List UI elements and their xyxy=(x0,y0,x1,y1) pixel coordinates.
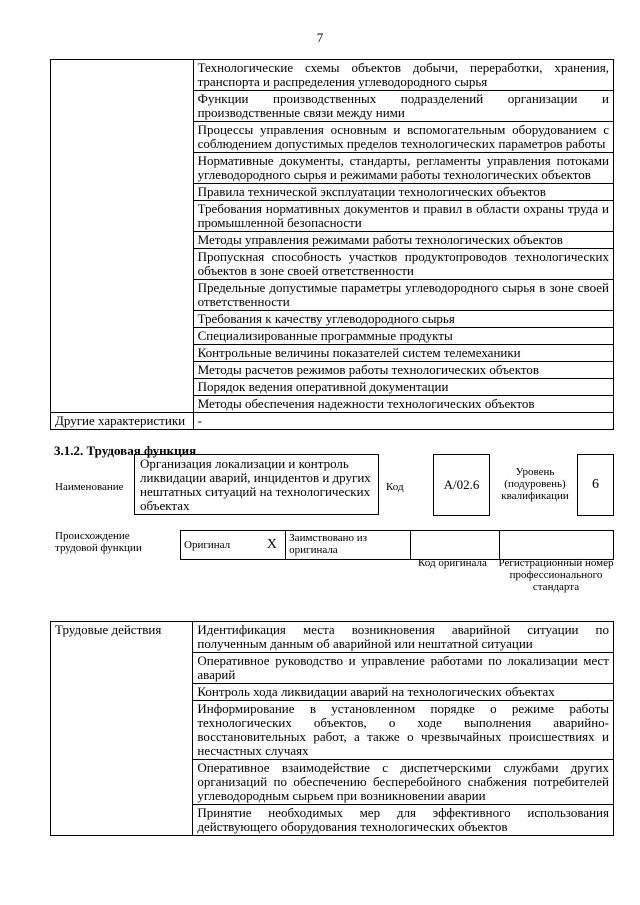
knowledge-item: Предельные допустимые параметры углеводородного сырья в зоне своей ответственности xyxy=(193,280,613,311)
action-item: Оперативное руководство и управление работами по локализации мест аварий xyxy=(193,653,614,684)
reg-number-cell xyxy=(499,531,613,560)
other-characteristics-label: Другие характеристики xyxy=(51,413,194,430)
action-item: Контроль хода ликвидации аварий на технологических объектах xyxy=(193,684,614,701)
code-label: Код xyxy=(386,481,404,493)
code-original-label: Код оригинала xyxy=(418,557,487,569)
empty-label-cell xyxy=(51,60,194,413)
knowledge-item: Функции производственных подразделений организации и производственные связи между ними xyxy=(193,91,613,122)
table-row xyxy=(181,531,614,560)
knowledge-item: Методы обеспечения надежности технологических объектов xyxy=(193,396,613,413)
action-item: Оперативное взаимодействие с диспетчерскими службами других организаций по обеспечению бесперебойного снабжения потребителей углеводородным сырьем при возникновении аварии xyxy=(193,760,614,805)
registration-number-label: Регистрационный номер профессионального стандарта xyxy=(498,557,614,593)
name-label: Наименование xyxy=(55,481,124,493)
knowledge-item: Пропускная способность участков продуктопроводов технологических объектов в зоне своей ответственности xyxy=(193,249,613,280)
knowledge-item: Требования к качеству углеводородного сырья xyxy=(193,311,613,328)
knowledge-item: Специализированные программные продукты xyxy=(193,328,613,345)
labor-actions-table xyxy=(50,621,614,836)
action-item: Принятие необходимых мер для эффективного использования действующего оборудования технологических объектов xyxy=(193,805,614,836)
labor-function-heading: 3.1.2. Трудовая функция xyxy=(54,443,197,458)
knowledge-item: Технологические схемы объектов добычи, переработки, хранения, транспорта и распределения углеводородного сырья xyxy=(193,60,613,91)
function-name-value: Организация локализации и контроль ликвидации аварий, инцидентов и других нештатных ситуаций на технологических объектах xyxy=(134,454,379,515)
borrowed-label: Заимствовано из оригинала xyxy=(286,531,411,560)
knowledge-item: Методы расчетов режимов работы технологических объектов xyxy=(193,362,613,379)
knowledge-item: Требования нормативных документов и правил в области охраны труда и промышленной безопасности xyxy=(193,201,613,232)
knowledge-item: Правила технической эксплуатации технологических объектов xyxy=(193,184,613,201)
knowledge-item: Порядок ведения оперативной документации xyxy=(193,379,613,396)
knowledge-item: Методы управления режимами работы технологических объектов xyxy=(193,232,613,249)
required-knowledge-table xyxy=(50,59,614,430)
original-label: Оригинал xyxy=(181,531,259,560)
origin-label: Происхождение трудовой функции xyxy=(55,530,142,554)
action-item: Информирование в установленном порядке о режиме работы технологических объектов, о ходе выполнения аварийно-восстановительных работ, а также о чрезвычайных происшествиях и несчастных случаях xyxy=(193,701,614,760)
original-mark: X xyxy=(259,531,286,560)
origin-table xyxy=(180,530,614,560)
knowledge-item: Процессы управления основным и вспомогательным оборудованием с соблюдением допустимых пределов технологических параметров работы xyxy=(193,122,613,153)
code-original-cell xyxy=(410,531,499,560)
table-row xyxy=(51,60,614,91)
knowledge-item: Контрольные величины показателей систем телемеханики xyxy=(193,345,613,362)
labor-actions-label: Трудовые действия xyxy=(51,622,193,836)
table-row xyxy=(51,413,614,430)
page-number: 7 xyxy=(316,30,324,45)
qualification-level-label: Уровень (подуровень) квалификации xyxy=(501,466,569,502)
table-row xyxy=(51,622,614,653)
other-characteristics-value: - xyxy=(193,413,613,430)
qualification-level-value: 6 xyxy=(577,454,614,516)
function-code-value: A/02.6 xyxy=(433,454,490,516)
knowledge-item: Нормативные документы, стандарты, регламенты управления потоками углеводородного сырья и режимами работы технологических объектов xyxy=(193,153,613,184)
action-item: Идентификация места возникновения аварийной ситуации по полученным данным об аварийной или нештатной ситуации xyxy=(193,622,614,653)
